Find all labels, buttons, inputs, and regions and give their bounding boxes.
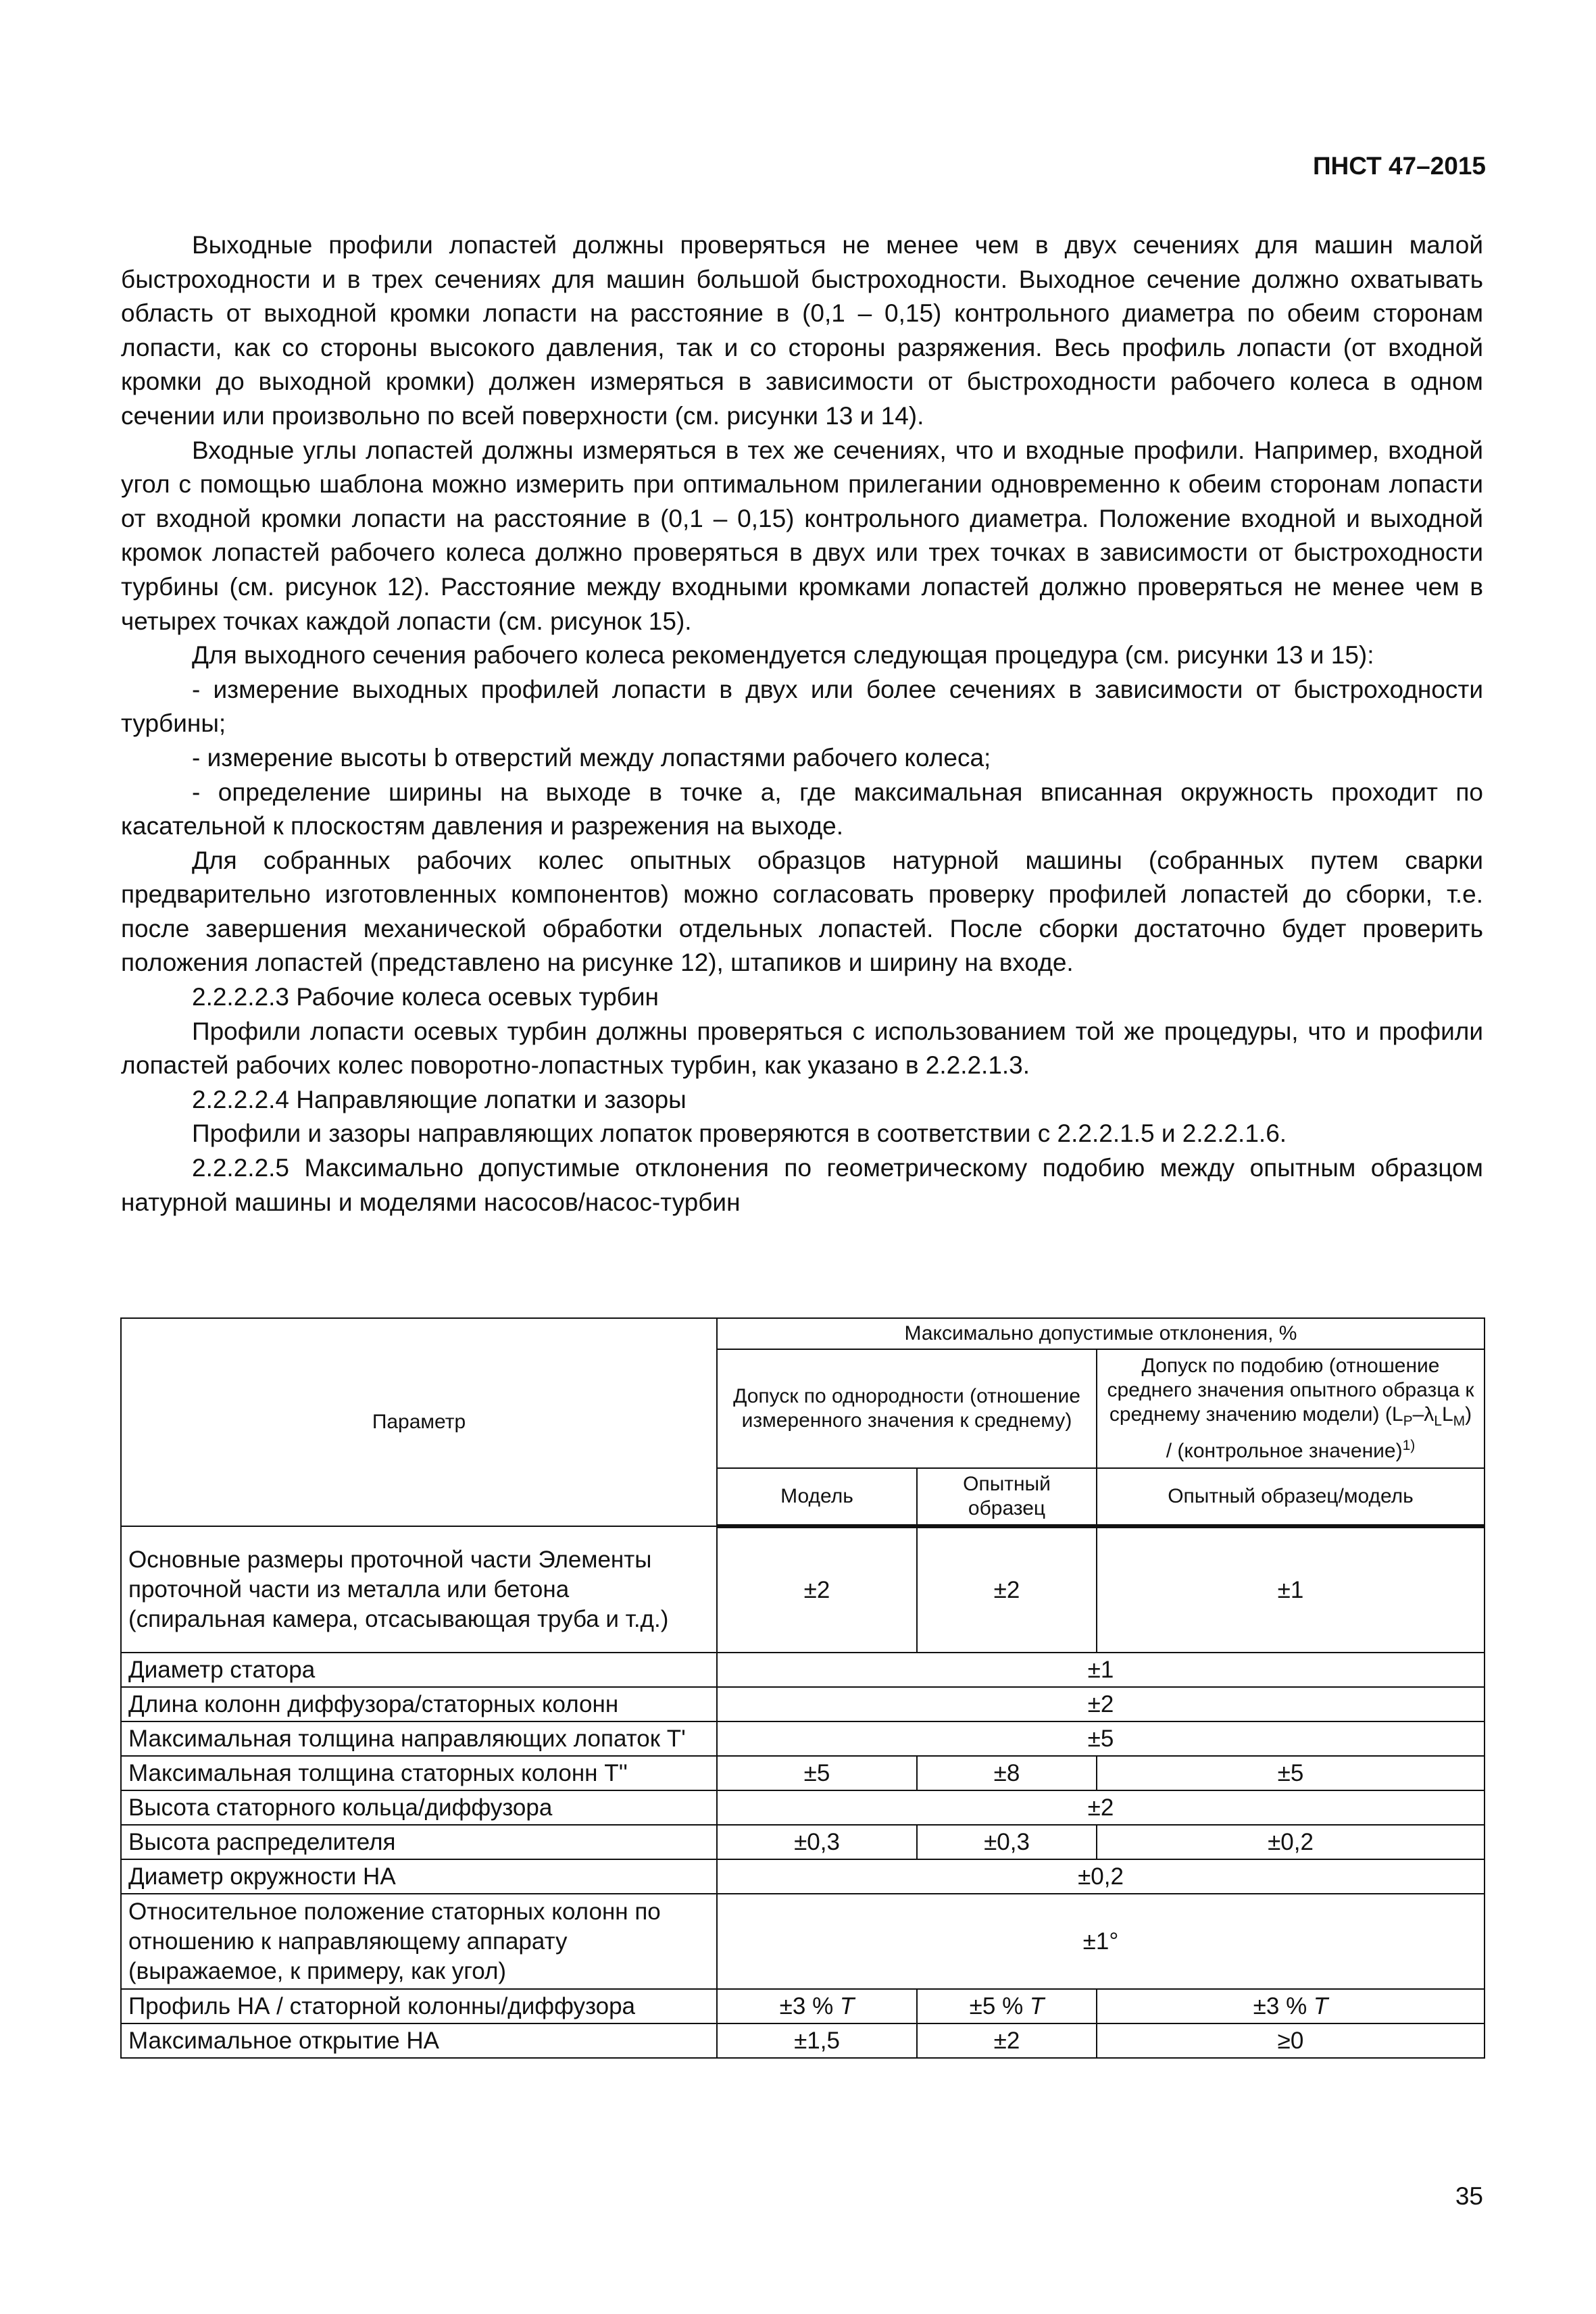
table-row: Высота распределителя ±0,3 ±0,3 ±0,2 [121, 1825, 1485, 1859]
table-row: Диаметр окружности НА ±0,2 [121, 1859, 1485, 1894]
paragraph: Выходные профили лопастей должны проверяться не менее чем в двух сечениях для машин малой быстроходности и в трех сечениях для машин большой быстроходности. Выходное сечение должно охватывать область от выходной кромки лопасти на расстояние в (0,1 – 0,15) контрольного диаметра по обеим сторонам лопасти, как со стороны высокого давления, так и со стороны разряжения. Весь профиль лопасти (от входной кромки до выходной кромки) должен измеряться в зависимости от быстроходности рабочего колеса в одном сечении или произвольно по всей поверхности (см. рисунки 13 и 14). [121, 231, 1483, 430]
deviation-table [120, 1317, 1485, 2059]
header-parameter: Параметр [121, 1318, 717, 1526]
table-row: Профиль НА / статорной колонны/диффузора ±3 % T ±5 % T ±3 % T [121, 1989, 1485, 2023]
list-item: - определение ширины на выходе в точке a, где максимальная вписанная окружность проходит по касательной к плоскостям давления и разрежения на выходе. [121, 778, 1483, 840]
paragraph: Для собранных рабочих колес опытных образцов натурной машины (собранных путем сварки предварительно изготовленных компонентов) можно согласовать проверку профилей лопастей до сборки, т.е. после завершения механической обработки отдельных лопастей. После сборки достаточно будет проверить положения лопастей (представлено на рисунке 12), штапиков и ширину на входе. [121, 846, 1483, 977]
header-homogeneity: Допуск по однородности (отношение измеренного значения к среднему) [717, 1349, 1097, 1468]
table-row: Высота статорного кольца/диффузора ±2 [121, 1790, 1485, 1825]
paragraph: Профили лопасти осевых турбин должны проверяться с использованием той же процедуры, что и профили лопастей рабочих колес поворотно-лопастных турбин, как указано в 2.2.2.1.3. [121, 1017, 1483, 1080]
table-row: Диаметр статора ±1 [121, 1653, 1485, 1687]
section-heading: 2.2.2.2.5 Максимально допустимые отклонения по геометрическому подобию между опытным образцом натурной машины и моделями насосов/насос-турбин [121, 1154, 1483, 1216]
table-row: Длина колонн диффузора/статорных колонн ±2 [121, 1687, 1485, 1721]
section-heading: 2.2.2.2.4 Направляющие лопатки и зазоры [192, 1085, 687, 1113]
section-heading: 2.2.2.2.3 Рабочие колеса осевых турбин [192, 983, 659, 1011]
table-row: Основные размеры проточной части Элементы проточной части из металла или бетона (спиральная камера, отсасывающая труба и т.д.) ±2 ±2 ±1 [121, 1526, 1485, 1653]
header-prototype: Опытный образец [917, 1468, 1097, 1526]
document-code: ПНСТ 47–2015 [1312, 152, 1486, 180]
paragraph: Профили и зазоры направляющих лопаток проверяются в соответствии с 2.2.2.1.5 и 2.2.2.1.6. [192, 1120, 1287, 1148]
table-row: Максимальная толщина направляющих лопаток T' ±5 [121, 1721, 1485, 1756]
table-row: Относительное положение статорных колонн по отношению к направляющему аппарату (выражаемое, к примеру, как угол) ±1° [121, 1894, 1485, 1989]
header-model: Модель [717, 1468, 917, 1526]
table-row: Максимальная толщина статорных колонн T'' ±5 ±8 ±5 [121, 1756, 1485, 1790]
header-prototype-model: Опытный образец/модель [1097, 1468, 1485, 1526]
paragraph: Для выходного сечения рабочего колеса рекомендуется следующая процедура (см. рисунки 13 и 15): [192, 641, 1374, 670]
header-max-deviations: Максимально допустимые отклонения, % [717, 1318, 1485, 1349]
page-number: 35 [1455, 2182, 1483, 2210]
paragraph: Входные углы лопастей должны измеряться в тех же сечениях, что и входные профили. Например, входной угол с помощью шаблона можно измерить при оптимальном прилегании одновременно к обеим сторонам лопасти от входной кромки лопасти на расстояние в (0,1 – 0,15) контрольного диаметра. Положение входной и выходной кромок лопастей рабочего колеса должно проверяться в двух или трех точках в зависимости от быстроходности турбины (см. рисунок 12). Расстояние между входными кромками лопастей должно проверяться не менее чем в четырех точках каждой лопасти (см. рисунок 15). [121, 436, 1483, 635]
list-item: - измерение выходных профилей лопасти в двух или более сечениях в зависимости от быстроходности турбины; [121, 675, 1483, 738]
table-row: Максимальное открытие НА ±1,5 ±2 ≥0 [121, 2023, 1485, 2058]
list-item: - измерение высоты b отверстий между лопастями рабочего колеса; [192, 743, 991, 772]
body-text [121, 228, 1483, 1219]
header-similarity: Допуск по подобию (отношение среднего значения опытного образца к среднему значению модели) $(L_P-\lambda_LL_M)$ / (контрольное значение)$^{1)}$ [1097, 1349, 1485, 1468]
